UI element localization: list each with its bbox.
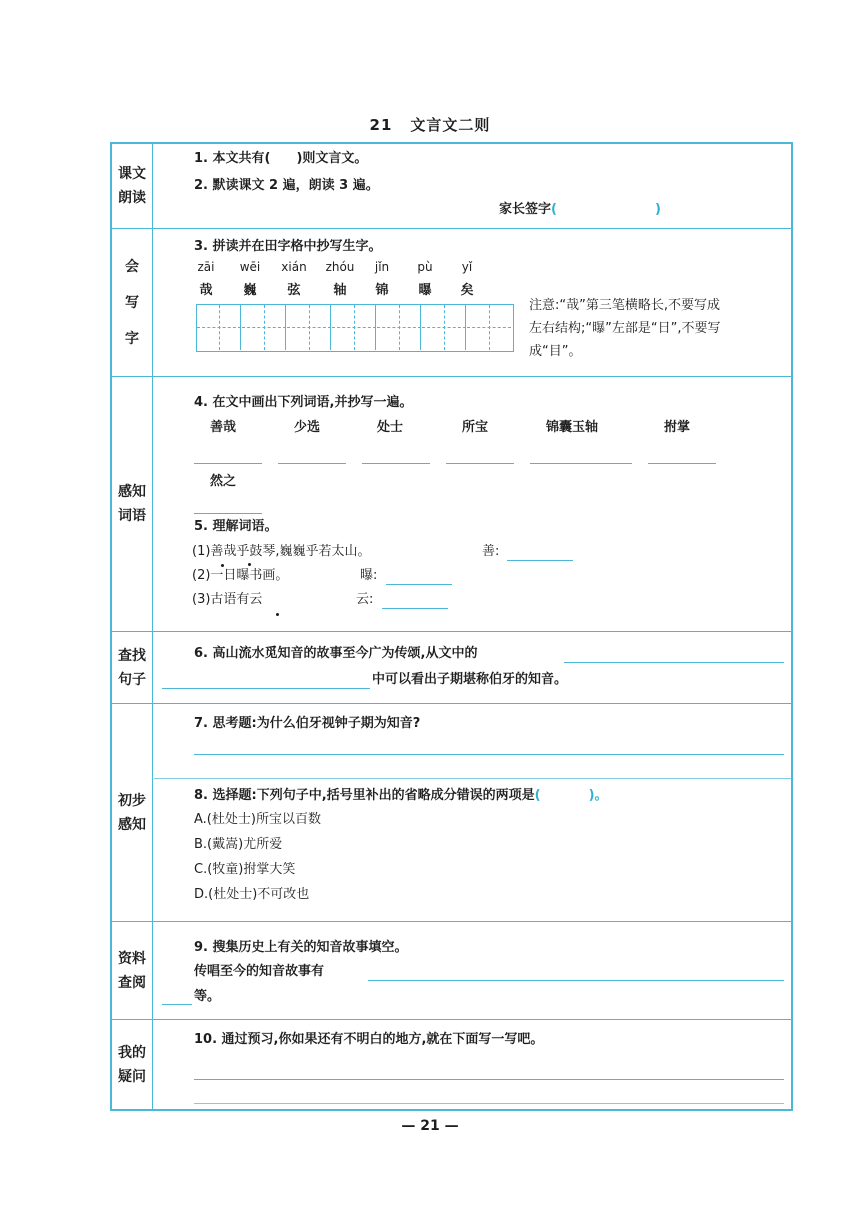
- character: 哉: [199, 283, 213, 298]
- character: 弦: [287, 283, 301, 298]
- label-line: 查找: [118, 647, 146, 664]
- word-item-2: (2)一日曝书画。: [192, 568, 289, 583]
- label-line: 会: [125, 258, 139, 275]
- question-9-prompt: 传唱至今的知音故事有: [194, 964, 325, 979]
- answer-line[interactable]: [194, 513, 262, 514]
- option-b[interactable]: B.(戴嵩)尤所爱: [194, 837, 283, 852]
- word-item-3: (3)古语有云: [192, 592, 263, 607]
- label-line: 句子: [118, 671, 146, 688]
- question-10: 10. 通过预习,你如果还有不明白的地方,就在下面写一写吧。: [194, 1032, 544, 1047]
- open-paren: (: [551, 202, 557, 217]
- word: 所宝: [462, 420, 489, 435]
- label-line: 字: [125, 330, 139, 347]
- word: 处士: [377, 420, 404, 435]
- section-initial-perception: [112, 704, 791, 922]
- emphasis-dot: [248, 563, 251, 566]
- label-line: 疑问: [118, 1068, 146, 1085]
- tianzige-grid: [196, 304, 514, 352]
- option-a[interactable]: A.(杜处士)所宝以百数: [194, 812, 321, 827]
- note-line: 成“目”。: [529, 344, 582, 359]
- answer-line[interactable]: [278, 463, 346, 464]
- word-item-1: (1)善哉乎鼓琴,巍巍乎若太山。: [192, 544, 371, 559]
- emphasis-dot: [276, 613, 279, 616]
- answer-line[interactable]: [530, 463, 632, 464]
- word: 拊掌: [664, 420, 691, 435]
- close-paren: )。: [588, 788, 608, 803]
- character: 巍: [243, 283, 257, 298]
- divider: [154, 778, 791, 779]
- question-9-end: 等。: [194, 989, 221, 1004]
- q1-post: )则文言文。: [296, 151, 368, 166]
- writing-note: [529, 294, 720, 363]
- option-d[interactable]: D.(杜处士)不可改也: [194, 887, 310, 902]
- tianzige-cell[interactable]: [197, 305, 241, 350]
- label-line: 课文: [118, 166, 146, 182]
- tianzige-cell[interactable]: [332, 305, 376, 350]
- label-line: 朗读: [118, 190, 146, 206]
- answer-line[interactable]: [194, 1079, 784, 1080]
- character: 轴: [333, 283, 347, 298]
- question-5: 5. 理解词语。: [194, 519, 278, 534]
- character: 曝: [418, 283, 432, 298]
- label-line: 感知: [118, 816, 146, 833]
- lesson-title: 文言文二则: [410, 116, 491, 134]
- pinyin: zāi: [197, 260, 215, 274]
- label-line: 感知: [118, 484, 146, 500]
- question-3: 3. 拼读并在田字格中抄写生字。: [194, 239, 382, 254]
- parent-signature: [499, 200, 661, 220]
- page-number: — 21 —: [401, 1118, 459, 1134]
- label-line: 查阅: [118, 974, 146, 991]
- word: 少选: [294, 420, 321, 435]
- answer-line[interactable]: [507, 560, 573, 561]
- section-vocabulary: [112, 377, 791, 632]
- section-label: [112, 922, 153, 1019]
- pinyin: xián: [281, 260, 307, 274]
- pinyin: pù: [417, 260, 433, 274]
- sign-label: 家长签字: [499, 202, 552, 217]
- character: 矣: [460, 283, 474, 298]
- lesson-number: 21: [369, 116, 393, 134]
- tianzige-cell[interactable]: [467, 305, 512, 350]
- answer-line[interactable]: [194, 754, 784, 755]
- open-paren: (: [534, 788, 541, 803]
- question-6-cont: 中可以看出子期堪称伯牙的知音。: [372, 672, 568, 687]
- pinyin: jǐn: [374, 260, 390, 274]
- answer-line[interactable]: [386, 584, 452, 585]
- label-line: 初步: [118, 792, 146, 809]
- pinyin: wēi: [239, 260, 261, 274]
- word: 善哉: [210, 420, 237, 435]
- label-line: 我的: [118, 1044, 146, 1061]
- word: 锦囊玉轴: [546, 420, 599, 435]
- section-reading: [112, 144, 791, 229]
- label-line: 词语: [118, 508, 146, 524]
- note-line: 注意:“哉”第三笔横略长,不要写成: [529, 298, 720, 313]
- section-label: [112, 377, 153, 631]
- answer-line[interactable]: [368, 980, 784, 981]
- answer-line[interactable]: [648, 463, 716, 464]
- answer-line[interactable]: [162, 688, 370, 689]
- answer-label: 善:: [482, 544, 500, 559]
- section-label: [112, 632, 153, 703]
- question-6: 6. 高山流水觅知音的故事至今广为传颂,从文中的: [194, 646, 478, 661]
- section-label: [112, 704, 153, 921]
- tianzige-cell[interactable]: [422, 305, 466, 350]
- answer-line[interactable]: [362, 463, 430, 464]
- answer-label: 曝:: [360, 568, 378, 583]
- section-label: [112, 144, 153, 228]
- answer-line[interactable]: [382, 608, 448, 609]
- character: 锦: [375, 283, 389, 298]
- question-8: [194, 786, 608, 806]
- answer-label: 云:: [356, 592, 374, 607]
- q8-text: 8. 选择题:下列句子中,括号里补出的省略成分错误的两项是: [194, 788, 535, 803]
- label-line: 资料: [118, 950, 146, 967]
- worksheet-table: [110, 142, 793, 1111]
- pinyin: yǐ: [461, 260, 473, 274]
- question-7: 7. 思考题:为什么伯牙视钟子期为知音?: [194, 716, 421, 731]
- label-line: 写: [125, 294, 139, 311]
- answer-line[interactable]: [564, 662, 784, 663]
- section-writing: [112, 229, 791, 377]
- section-questions: [112, 1020, 791, 1109]
- section-label: [112, 1020, 153, 1109]
- note-line: 左右结构;“曝”左部是“日”,不要写: [529, 321, 721, 336]
- tianzige-cell[interactable]: [242, 305, 286, 350]
- question-1: [194, 149, 367, 169]
- section-find-sentence: [112, 632, 791, 704]
- question-4: 4. 在文中画出下列词语,并抄写一遍。: [194, 395, 413, 410]
- option-c[interactable]: C.(牧童)拊掌大笑: [194, 862, 296, 877]
- answer-line[interactable]: [194, 463, 262, 464]
- answer-line[interactable]: [446, 463, 514, 464]
- section-research: [112, 922, 791, 1020]
- answer-line[interactable]: [162, 1004, 192, 1005]
- close-paren: ): [654, 202, 661, 217]
- tianzige-cell[interactable]: [287, 305, 331, 350]
- word: 然之: [210, 474, 237, 489]
- page-title: [0, 114, 860, 135]
- tianzige-cell[interactable]: [377, 305, 421, 350]
- pinyin: zhóu: [325, 260, 355, 274]
- q1-pre: 1. 本文共有(: [194, 151, 271, 166]
- question-9: 9. 搜集历史上有关的知音故事填空。: [194, 940, 408, 955]
- question-2: 2. 默读课文 2 遍，朗读 3 遍。: [194, 178, 379, 193]
- answer-line[interactable]: [194, 1103, 784, 1104]
- section-label: [112, 229, 153, 376]
